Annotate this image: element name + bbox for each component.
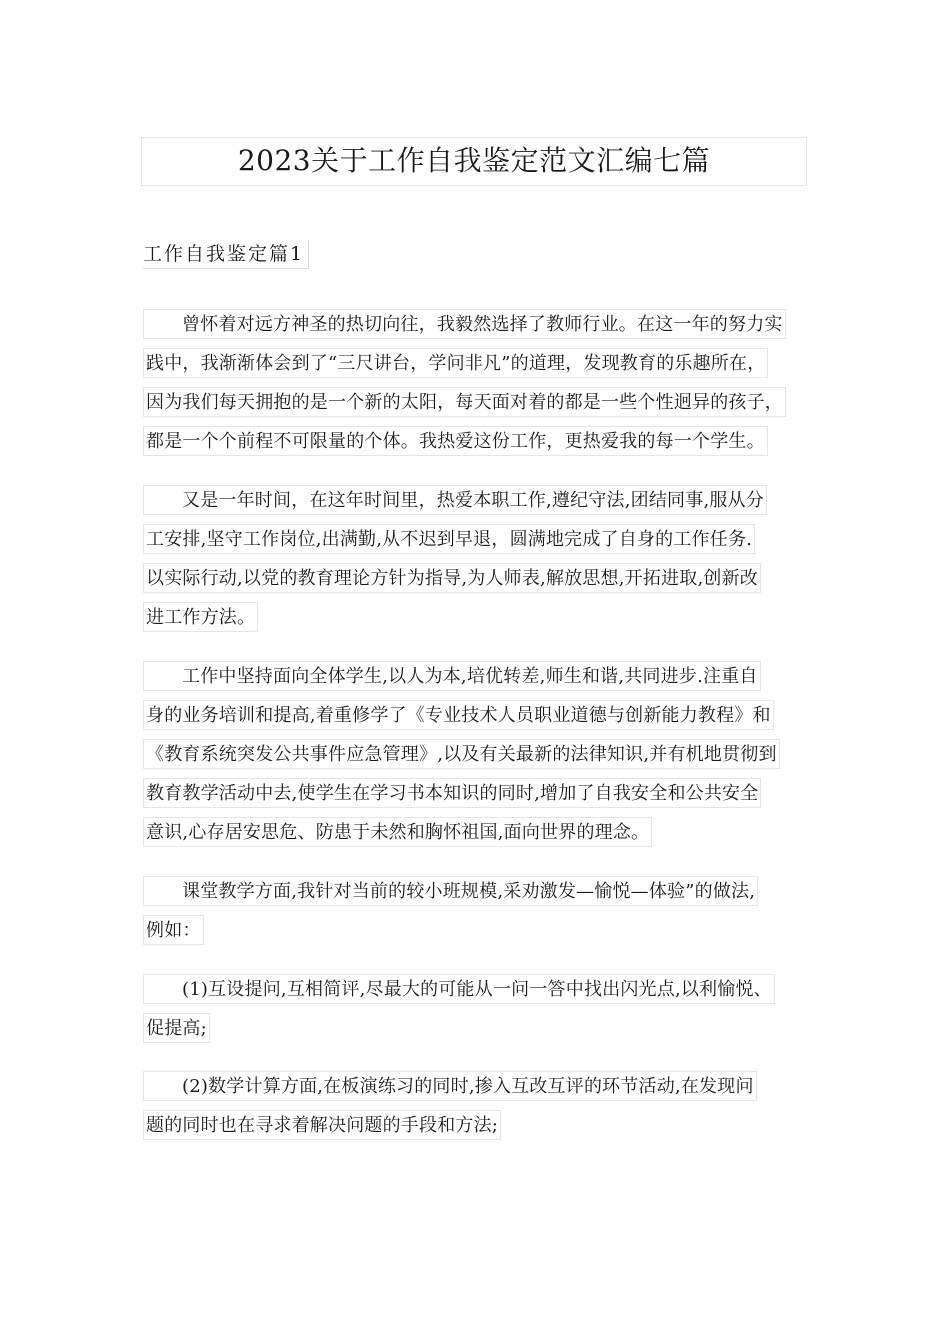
paragraph-6-line-2: 题的同时也在寻求着解决问题的手段和方法; [143, 1110, 501, 1140]
paragraph-2-line-4: 进工作方法。 [143, 602, 258, 632]
paragraph-4-line-2: 例如： [143, 915, 204, 945]
paragraph-5-line-2: 促提高; [143, 1013, 210, 1043]
document-title: 2023关于工作自我鉴定范文汇编七篇 [237, 144, 711, 177]
paragraph-2-line-2: 工安排,坚守工作岗位,出满勤,从不迟到早退，圆满地完成了自身的工作任务. [143, 524, 755, 554]
paragraph-3-line-3: 《教育系统突发公共事件应急管理》,以及有关最新的法律知识,并有机地贯彻到 [143, 739, 780, 769]
paragraph-1-line-3: 因为我们每天拥抱的是一个新的太阳，每天面对着的都是一些个性迥异的孩子， [143, 387, 786, 417]
paragraph-1-line-1: 曾怀着对远方神圣的热切向往，我毅然选择了教师行业。在这一年的努力实 [143, 309, 786, 339]
paragraph-1-line-4: 都是一个个前程不可限量的个体。我热爱这份工作，更热爱我的每一个学生。 [143, 426, 768, 456]
section-heading: 工作自我鉴定篇1 [143, 240, 309, 269]
paragraph-3-line-4: 教育教学活动中去,使学生在学习书本知识的同时,增加了自我安全和公共安全 [143, 778, 761, 808]
paragraph-1-line-2: 践中，我渐渐体会到了“三尺讲台，学问非凡”的道理，发现教育的乐趣所在， [143, 348, 768, 378]
paragraph-3-line-2: 身的业务培训和提高,着重修学了《专业技术人员职业道德与创新能力教程》和 [143, 700, 774, 730]
paragraph-3-line-1: 工作中坚持面向全体学生,以人为本,培优转差,师生和谐,共同进步.注重自 [143, 661, 761, 691]
paragraph-2-line-1: 又是一年时间，在这年时间里，热爱本职工作,遵纪守法,团结同事,服从分 [143, 485, 767, 515]
paragraph-3-line-5: 意识,心存居安思危、防患于未然和胸怀祖国,面向世界的理念。 [143, 817, 652, 847]
paragraph-5-line-1: (1)互设提问,互相简评,尽最大的可能从一问一答中找出闪光点,以利愉悦、 [143, 974, 775, 1004]
paragraph-2-line-3: 以实际行动,以党的教育理论方针为指导,为人师表,解放思想,开拓进取,创新改 [143, 563, 761, 593]
paragraph-4-line-1: 课堂教学方面,我针对当前的较小班规模,采劝激发—愉悦—体验”的做法, [143, 876, 758, 906]
paragraph-6-line-1: (2)数学计算方面,在板演练习的同时,掺入互改互评的环节活动,在发现问 [143, 1071, 757, 1101]
